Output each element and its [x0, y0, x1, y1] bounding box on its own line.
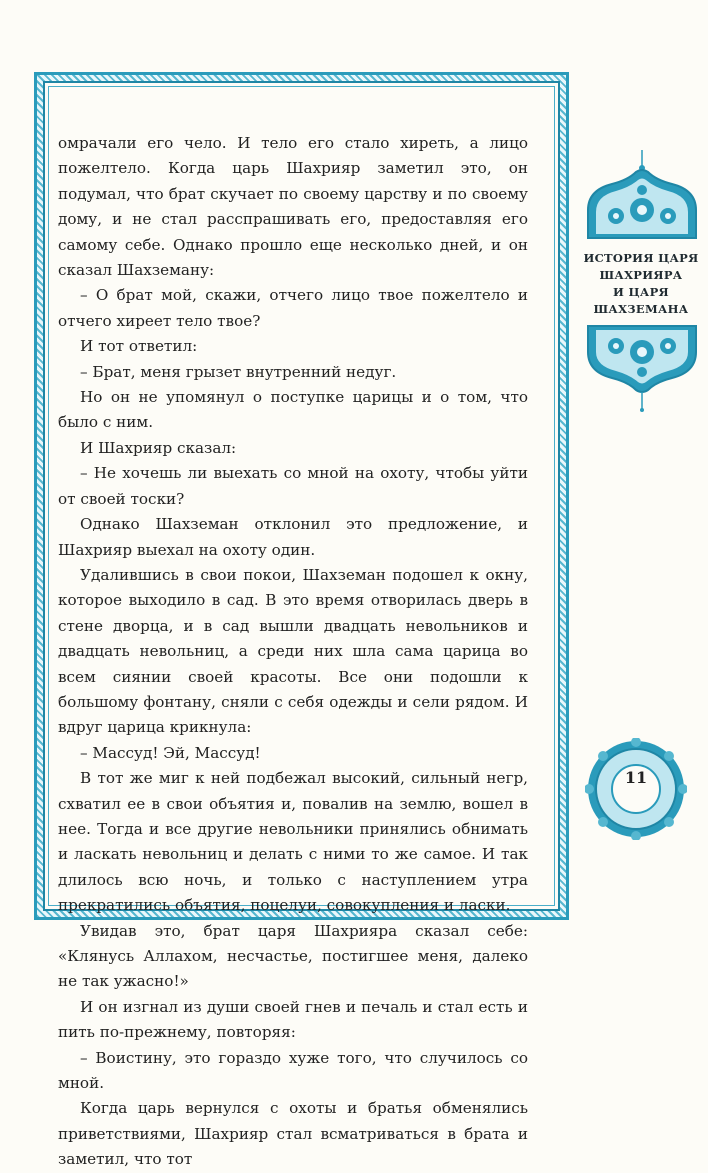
paragraph: – Брат, меня грызет внутренний недуг. [80, 362, 397, 381]
body-text [58, 131, 528, 1173]
paragraph: И он изгнал из души своей гнев и печаль и стал есть и пить по-прежнему, повторяя: [58, 997, 528, 1042]
paragraph: – О брат мой, скажи, отчего лицо твое пожелтело и отчего хиреет тело твое? [58, 286, 528, 330]
page-number: 11 [624, 768, 648, 787]
paragraph: Однако Шахземан отклонил это предложение, и Шахрияр выехал на охоту один. [58, 515, 528, 559]
paragraph: омрачали его чело. И тело его стало хиреть, а лицо пожелтело. Когда царь Шахрияр заметил это, он подумал, что брат скучает по своему царству и по своему дому, и не стал расспрашивать его, предоставляя его самому себе. Однако прошло еще несколько дней, и он сказал Шахземану: [58, 134, 528, 280]
arabesque-bottom-ornament-icon [584, 322, 700, 414]
paragraph: – Массуд! Эй, Массуд! [80, 743, 261, 762]
paragraph: И Шахрияр сказал: [80, 438, 237, 457]
paragraph: Увидав это, брат царя Шахрияра сказал себе: «Клянусь Аллахом, несчастье, постигшее меня, далеко не так ужасно!» [58, 921, 528, 991]
chapter-title: ИСТОРИЯ ЦАРЯ ШАХРИЯРА И ЦАРЯ ШАХЗЕМАНА [583, 251, 699, 316]
paragraph: – Не хочешь ли выехать со мной на охоту, чтобы уйти от своей тоски? [58, 464, 528, 508]
page-number-medallion-icon [585, 738, 687, 840]
arabesque-top-ornament-icon [584, 150, 700, 242]
paragraph: – Воистину, это гораздо хуже того, что случилось со мной. [58, 1048, 528, 1093]
paragraph: И тот ответил: [80, 337, 198, 356]
paragraph: В тот же миг к ней подбежал высокий, сильный негр, схватил ее в свои объятия и, повалив на землю, вошел в нее. Тогда и все другие невольники принялись обнимать и ласкать невольниц и делать с ними то же самое. И так длилось всю ночь, и только с наступлением утра прекратились объятия, поцелуи, совокупления и ласки. [58, 769, 528, 915]
paragraph: Но он не упомянул о поступке царицы и о том, что было с ним. [58, 388, 528, 432]
paragraph: Когда царь вернулся с охоты и братья обменялись приветствиями, Шахрияр стал всматриваться в брата и заметил, что тот [58, 1099, 528, 1169]
paragraph: Удалившись в свои покои, Шахземан подошел к окну, которое выходило в сад. В это время отворилась дверь в стене дворца, и в сад вышли двадцать невольников и двадцать невольниц, а среди них шла сама царица во всем сиянии своей красоты. Все они подошли к большому фонтану, сняли с себя одежды и сели рядом. И вдруг царица крикнула: [58, 565, 528, 737]
